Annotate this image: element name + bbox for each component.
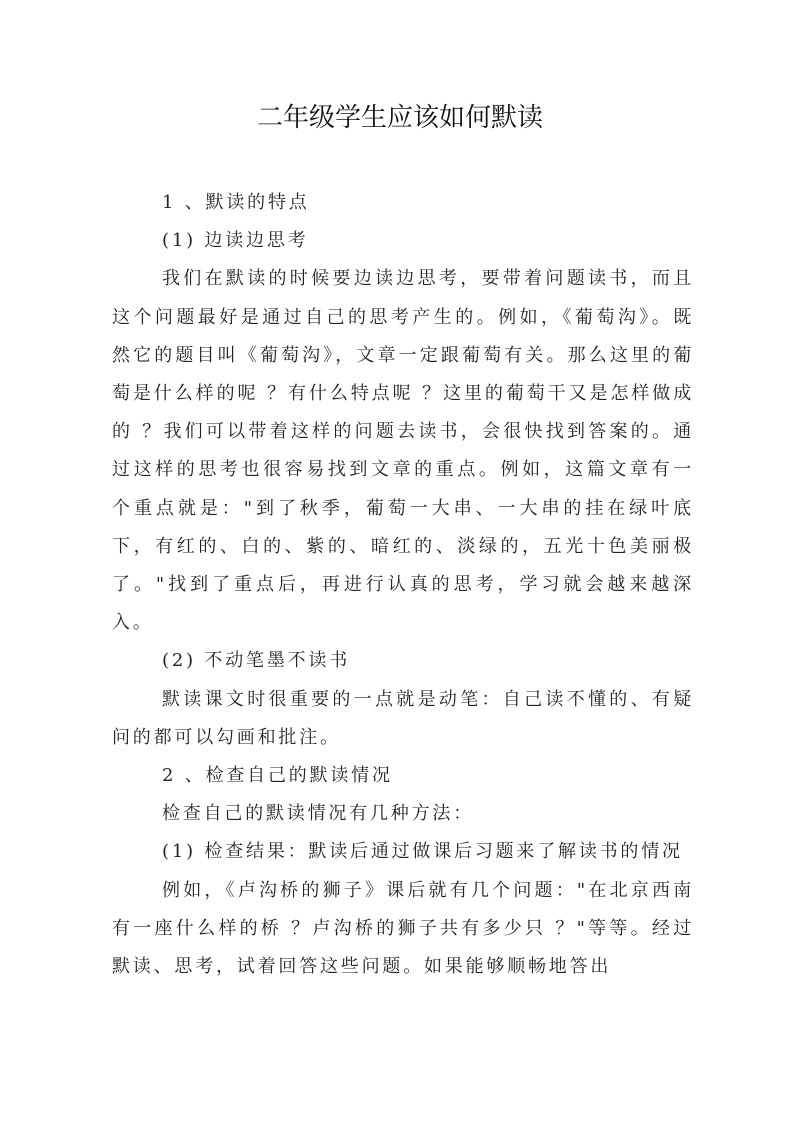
paragraph-use-pen: 默读课文时很重要的一点就是动笔：自己读不懂的、有疑问的都可以勾画和批注。 <box>112 688 694 748</box>
document-body <box>112 184 694 986</box>
heading-section-1: 1 、默读的特点 <box>162 192 310 213</box>
subheading-use-pen: (2) 不动笔墨不读书 <box>162 650 351 672</box>
document-title: 二年级学生应该如何默读 <box>256 103 543 133</box>
paragraph-check-methods-intro: 检查自己的默读情况有几种方法： <box>162 803 474 825</box>
paragraph-think-while-reading: 我们在默读的时候要边读边思考，要带着问题读书，而且这个问题最好是通过自己的思考产生的。例如，《葡萄沟》。既然它的题目叫《葡萄沟》，文章一定跟葡萄有关。那么这里的葡萄是什么样的呢 ？有什么特点呢 ？这里的葡萄干又是怎样做成的 ？我们可以带着这样的问题去读书，会很快找到答案的。通过这样的思考也很容易找到文章的重点。例如，这篇文章有一个重点就是："到了秋季，葡萄一大串、一大串的挂在绿叶底下，有红的、白的、紫的、暗红的、淡绿的，五光十色美丽极了。"找到了重点后，再进行认真的思考，学习就会越来越深入。 <box>112 268 694 634</box>
paragraph-lugou-bridge-example: 例如，《卢沟桥的狮子》课后就有几个问题："在北京西南有一座什么样的桥 ？卢沟桥的狮子共有多少只 ？"等等。经过默读、思考，试着回答这些问题。如果能够顺畅地答出 <box>112 879 694 978</box>
heading-section-2: 2 、检查自己的默读情况 <box>162 765 393 787</box>
subheading-check-results: (1) 检查结果：默读后通过做课后习题来了解读书的情况 <box>162 841 683 863</box>
subheading-think-while-reading: (1) 边读边思考 <box>162 230 309 252</box>
